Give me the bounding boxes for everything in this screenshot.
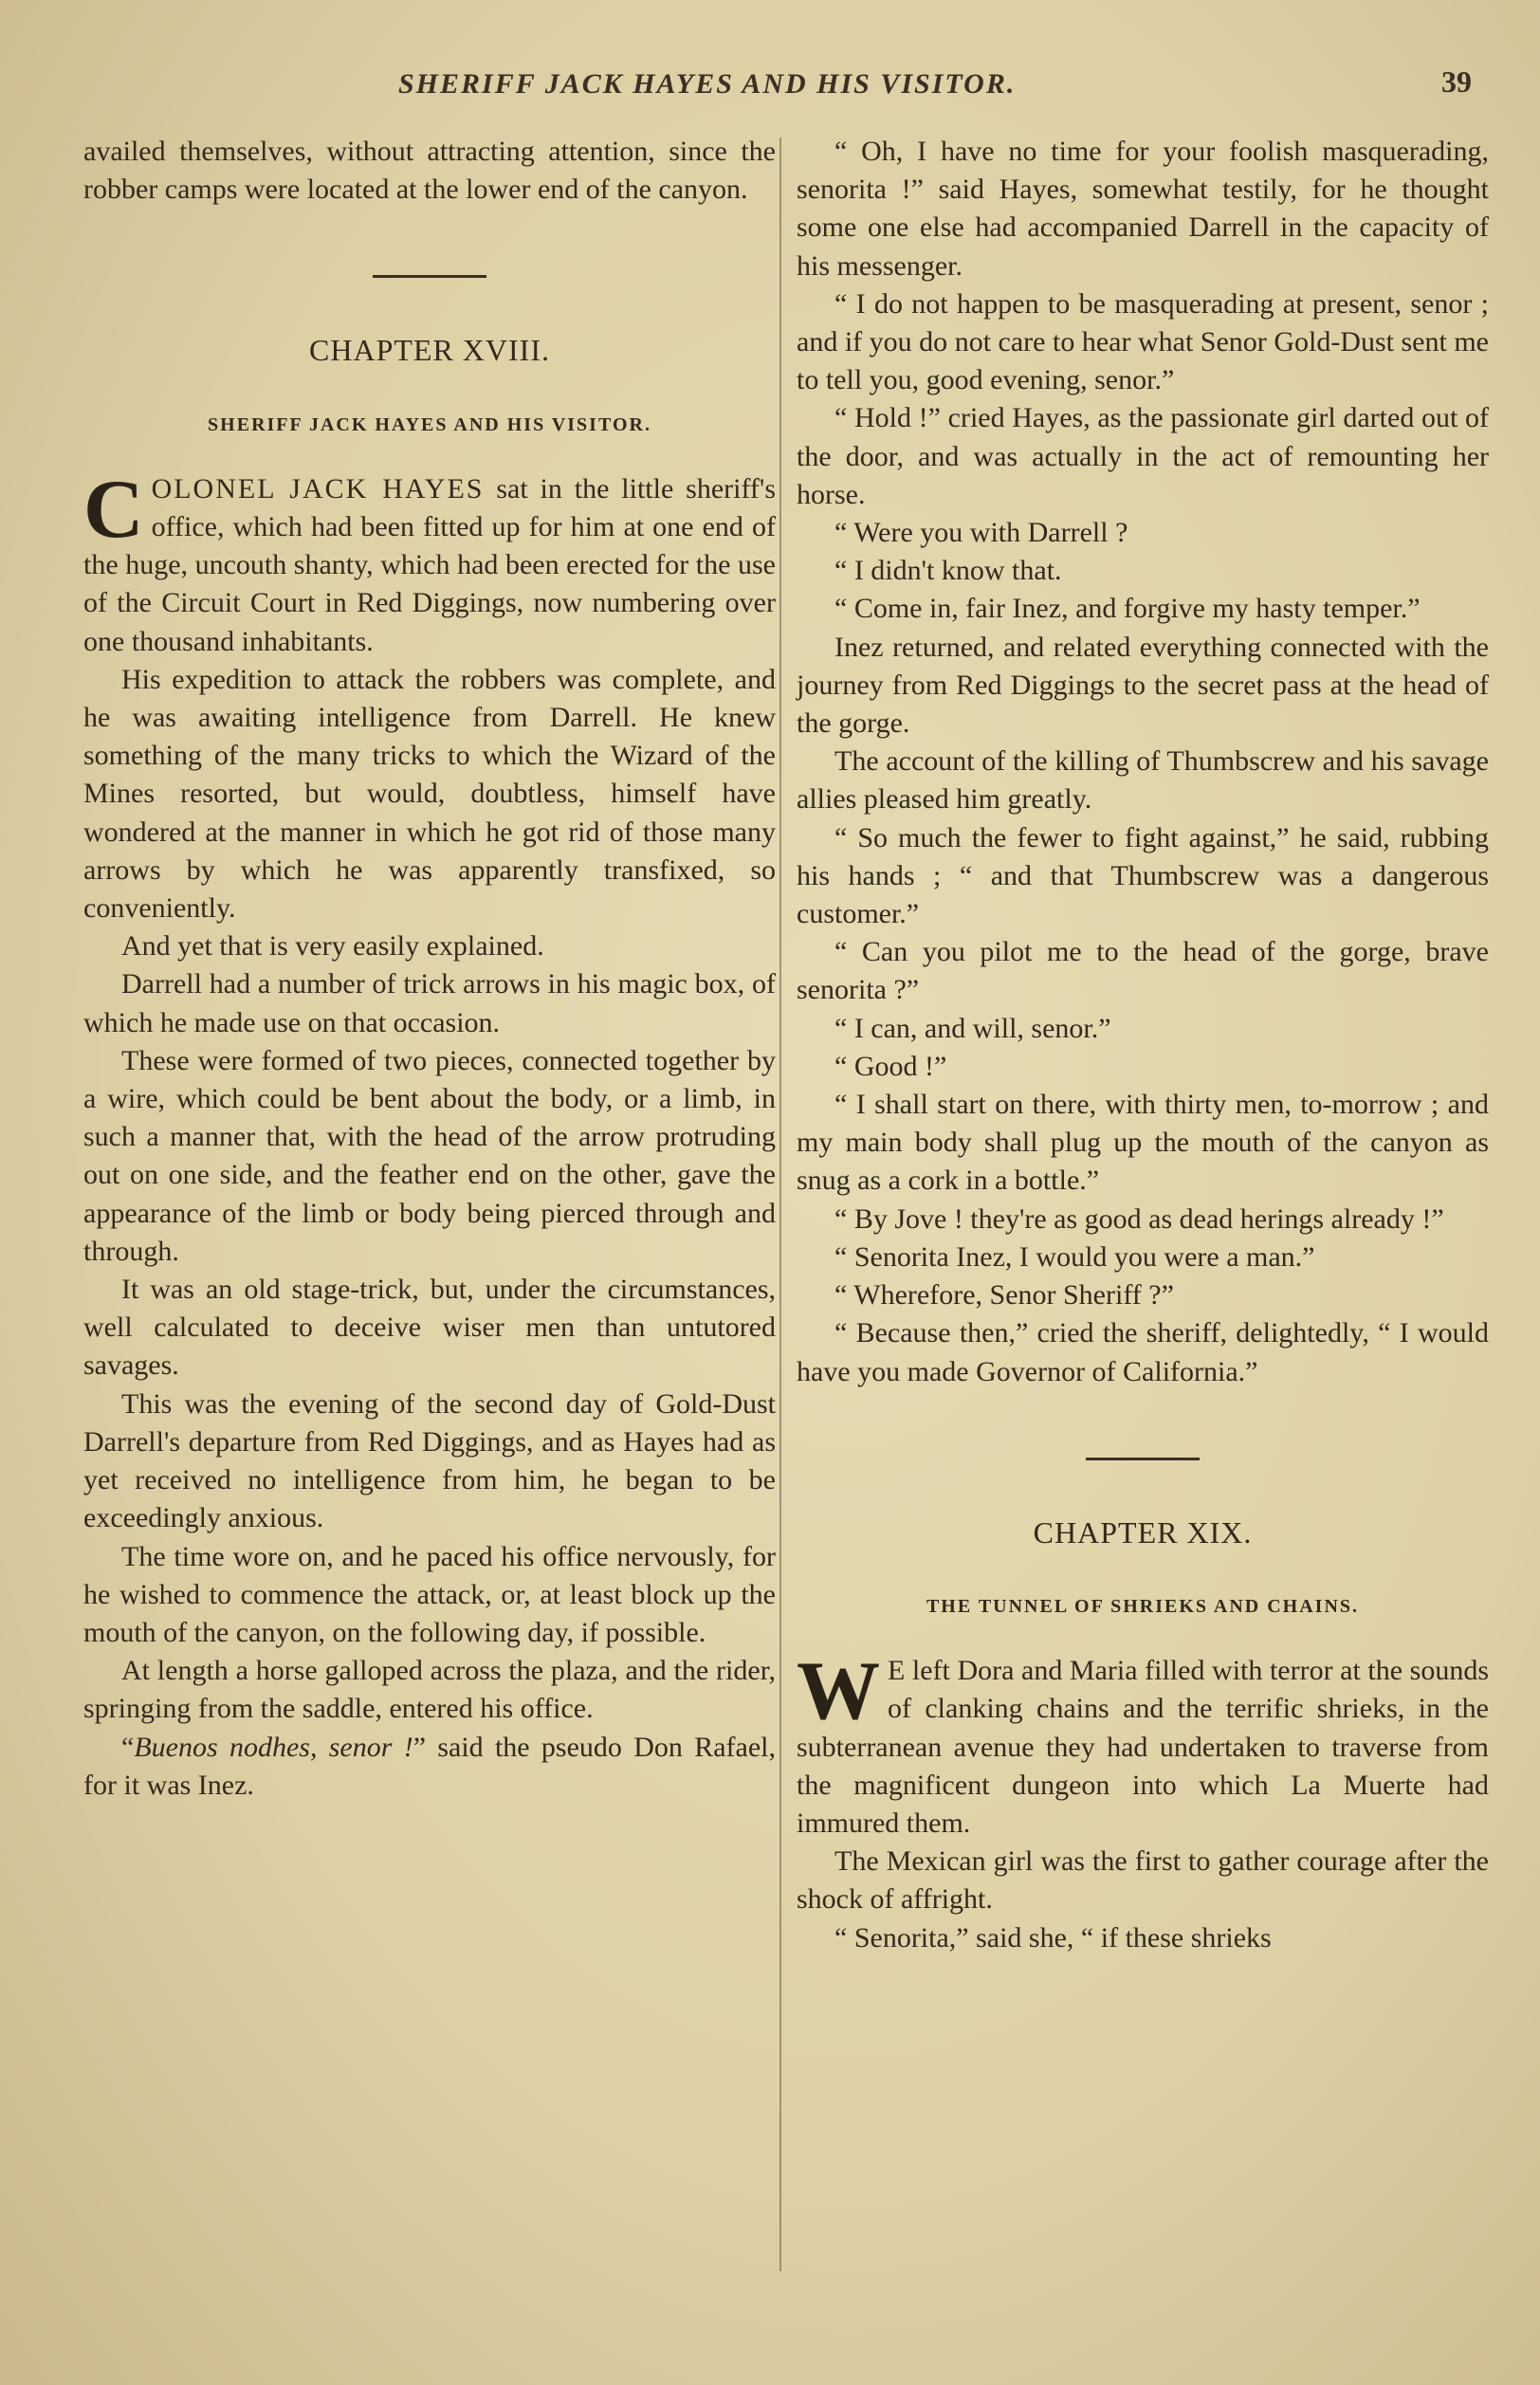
paragraph: “ I can, and will, senor.” (834, 1012, 1111, 1044)
paragraph (797, 1645, 1489, 1843)
paragraph: “ I do not happen to be masquerading at present, senor ; and if you do not care to hear what Senor Gold-Dust sent me to tell you, good evening, senor.” (797, 287, 1489, 396)
spanish-greeting: Buenos nodhes, senor ! (134, 1731, 413, 1763)
paragraph: The account of the killing of Thumbscrew and his savage allies pleased him greatly. (797, 745, 1489, 816)
paragraph-text: sat in the little sheriff's office, which had been fitted up for him at one end of the huge, uncouth shanty, which had been erected for the use of the Circuit Court in Red Diggings, now numbering over one thousand inhabitants. (83, 472, 776, 657)
paragraph: “ I didn't know that. (834, 555, 1062, 587)
paragraph: “ Can you pilot me to the head of the gorge, brave senorita ?” (797, 936, 1489, 1006)
paragraph: Inez returned, and related everything connected with the journey from Red Diggings to the secret pass at the head of the gorge. (797, 631, 1489, 740)
paragraph: “ Hold !” cried Hayes, as the passionate girl darted out of the door, and was actually in the act of remounting her horse. (797, 402, 1489, 510)
running-title: SHERIFF JACK HAYES AND HIS VISITOR. (398, 68, 1017, 100)
paragraph: “ So much the fewer to fight against,” he said, rubbing his hands ; “ and that Thumbscrew was a dangerous customer.” (797, 821, 1489, 930)
drop-cap: W (797, 1645, 880, 1738)
paragraph: availed themselves, without attracting attention, since the robber camps were located at the lower end of the canyon. (83, 136, 776, 206)
chapter-subtitle: THE TUNNEL OF SHRIEKS AND CHAINS. (926, 1595, 1360, 1617)
paragraph (83, 463, 776, 661)
paragraph: “ Senorita,” said she, “ if these shrieks (834, 1921, 1272, 1954)
paragraph: These were formed of two pieces, connected together by a wire, which could be bent about the body, or a limb, in such a manner that, with the head of the arrow protruding out on one side, and the feather end on the other, gave the appearance of the limb or body being pierced through and through. (83, 1044, 776, 1267)
paragraph: “ Come in, fair Inez, and forgive my hasty temper.” (834, 593, 1421, 625)
paragraph: And yet that is very easily explained. (121, 930, 544, 963)
paragraph: “ Senorita Inez, I would you were a man.” (834, 1240, 1315, 1273)
paragraph: “ Were you with Darrell ? (834, 517, 1128, 549)
paragraph: “ Wherefore, Senor Sheriff ?” (834, 1279, 1174, 1312)
paragraph: It was an old stage-trick, but, under the circumstances, well calculated to deceive wiser men than untutored savages. (83, 1274, 776, 1382)
paragraph: “ I shall start on there, with thirty men, to-morrow ; and my main body shall plug up the mouth of the canyon as snug as a cork in a bottle.” (797, 1089, 1489, 1197)
paragraph: “ Because then,” cried the sheriff, delightedly, “ I would have you made Governor of California.” (797, 1317, 1489, 1387)
column-divider (779, 138, 781, 2271)
chapter-heading: CHAPTER XIX. (1033, 1514, 1253, 1550)
paragraph: “ By Jove ! they're as good as dead herings already !” (834, 1202, 1444, 1235)
paragraph: The time wore on, and he paced his office nervously, for he wished to commence the attack, or, at least block up the mouth of the canyon, on the following day, if possible. (83, 1540, 776, 1648)
page-number: 39 (1441, 64, 1472, 99)
section-rule (373, 275, 486, 278)
right-column (797, 133, 1489, 1957)
paragraph: The Mexican girl was the first to gather courage after the shock of affright. (797, 1845, 1489, 1916)
paragraph (83, 1729, 776, 1805)
drop-cap: C (83, 463, 144, 556)
lead-in: OLONEL JACK HAYES (151, 472, 485, 505)
paragraph: Darrell had a number of trick arrows in his magic box, of which he made use on that occasion. (83, 968, 776, 1038)
section-rule (1086, 1458, 1200, 1460)
paragraph: “ Oh, I have no time for your foolish masquerading, senorita !” said Hayes, somewhat testily, for he thought some one else had accompanied Darrell in the capacity of his messenger. (797, 136, 1489, 282)
paragraph: At length a horse galloped across the plaza, and the rider, springing from the saddle, entered his office. (83, 1655, 776, 1725)
paragraph: “ Good !” (834, 1050, 947, 1082)
paragraph: This was the evening of the second day of Gold-Dust Darrell's departure from Red Diggings, and as Hayes had as yet received no intelligence from him, he began to be exceedingly anxious. (83, 1387, 776, 1534)
chapter-subtitle: SHERIFF JACK HAYES AND HIS VISITOR. (208, 413, 651, 435)
open-quote: “ (121, 1731, 135, 1763)
chapter-heading: CHAPTER XVIII. (309, 333, 550, 368)
paragraph: His expedition to attack the robbers was complete, and he was awaiting intelligence from Darrell. He knew something of the many tricks to which the Wizard of the Mines resorted, but would, doubtless, himself have wondered at the manner in which he got rid of those many arrows by which he was apparently transfixed, so conveniently. (83, 663, 776, 925)
paragraph-text: E left Dora and Maria filled with terror at the sounds of clanking chains and the terrific shrieks, in the subterranean avenue they had undertaken to traverse from the magnificent dungeon into which La Muerte had immured them. (797, 1655, 1489, 1839)
paragraph-text: ” said the pseudo Don Rafael, for it was Inez. (83, 1731, 776, 1801)
left-column (83, 133, 776, 1805)
